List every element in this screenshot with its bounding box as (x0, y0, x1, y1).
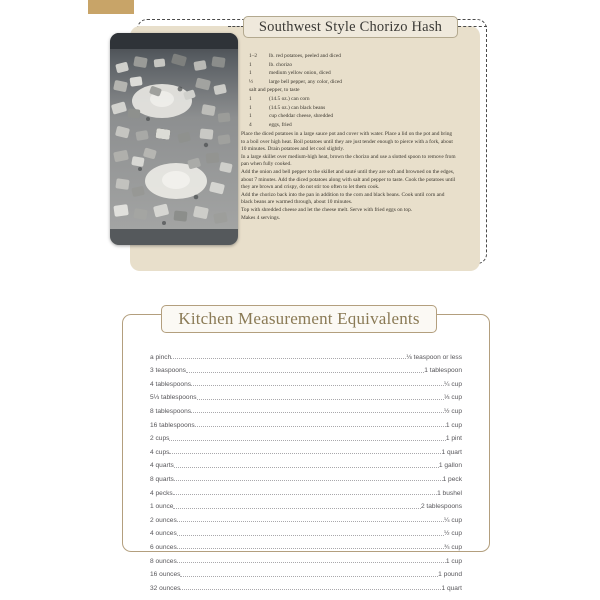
measurement-row (150, 510, 462, 524)
measurement-to: 1 quart (441, 448, 462, 456)
instruction-step: In a large skillet over medium-high heat, brown the chorizo and use a slotted spoon to remove from pan when fully cooked. (241, 153, 456, 168)
measurement-title: Kitchen Measurement Equivalents (178, 309, 420, 328)
measurement-to: 1 cup (445, 557, 462, 565)
measurement-row (150, 537, 462, 551)
measurement-to: ⅓ cup (444, 394, 462, 402)
measurement-row (150, 497, 462, 511)
measurement-list (150, 347, 462, 592)
measurement-to: 1 quart (441, 584, 462, 592)
ingredient-item: large bell pepper, any color, diced (269, 78, 342, 85)
measurement-from: 4 pecks (150, 489, 173, 497)
ingredient-qty: 1 (249, 104, 252, 111)
measurement-from: 5⅓ tablespoons (150, 394, 197, 402)
ingredient-item: lb. chorizo (269, 61, 293, 68)
leader-dots (177, 561, 446, 563)
ingredient-row (249, 121, 454, 130)
measurement-to: ¼ cup (444, 516, 462, 524)
leader-dots (169, 452, 441, 454)
measurement-to: ½ cup (444, 407, 462, 415)
ingredient-qty: 1 (249, 113, 252, 120)
leader-dots (180, 588, 441, 590)
recipe-photo (110, 33, 238, 245)
ingredient-row (249, 86, 454, 95)
leader-dots (174, 479, 443, 481)
ingredient-item: medium yellow onion, diced (269, 70, 331, 77)
leader-dots (186, 371, 424, 373)
recipe-title: Southwest Style Chorizo Hash (258, 18, 443, 35)
instruction-step: Makes 4 servings. (241, 214, 281, 221)
measurement-to: 1 pint (445, 435, 462, 443)
measurement-row (150, 469, 462, 483)
measurement-to: ⅛ teaspoon or less (406, 353, 462, 361)
measurement-from: 32 ounces (150, 584, 181, 592)
measurement-from: 3 teaspoons (150, 367, 186, 375)
measurement-from: 8 tablespoons (150, 407, 192, 415)
instruction-step: Place the diced potatoes in a large sauce pot and cover with water. Place a lid on the pot and bring to a boil over high heat. Boil potatoes until they are just tender enough to pierce with a fork, about 10 minutes. Drain potatoes and let cool slightly. (241, 131, 453, 153)
measurement-to: 2 tablespoons (420, 503, 462, 511)
measurement-to: 1 pound (438, 571, 462, 579)
ingredient-qty: 1 (249, 95, 252, 102)
measurement-row (150, 401, 462, 415)
ingredient-row (249, 95, 454, 104)
measurement-to: 1 tablespoon (424, 367, 462, 375)
measurement-from: 4 tablespoons (150, 380, 192, 388)
measurement-row (150, 347, 462, 361)
ingredient-item: (14.5 oz.) can corn (269, 95, 310, 102)
leader-dots (177, 520, 444, 522)
leader-dots (195, 425, 446, 427)
ingredient-item: salt and pepper, to taste (249, 87, 300, 94)
ingredient-item: lb. red potatoes, peeled and diced (269, 53, 341, 59)
measurement-row (150, 388, 462, 402)
chorizo-hash-skillet-image (110, 33, 238, 245)
measurement-to: ½ cup (444, 530, 462, 538)
measurement-to: 1 cup (445, 421, 462, 429)
leader-dots (177, 534, 444, 536)
leader-dots (197, 398, 444, 400)
measurement-to: ¼ cup (444, 380, 462, 388)
leader-dots (180, 575, 438, 577)
measurement-from: a pinch (150, 353, 172, 361)
measurement-row (150, 578, 462, 592)
ingredient-qty: ½ (249, 78, 254, 85)
measurement-from: 8 ounces (150, 557, 177, 565)
ingredient-item: (14.5 oz.) can black beans (269, 104, 326, 111)
leader-dots (173, 507, 420, 509)
measurement-row (150, 565, 462, 579)
measurement-row (150, 442, 462, 456)
recipe-instructions (241, 131, 457, 222)
measurement-from: 2 cups (150, 435, 170, 443)
instruction-step: Add the onion and bell pepper to the skillet and sauté until they are soft and browned on the edges, about 7 minutes. Add the diced potatoes along with salt and pepper to taste. Cook the potatoes until they are brown and crispy, do not stir too often to let them cook. (241, 168, 456, 191)
measurement-from: 1 ounce (150, 503, 174, 511)
measurement-to: ¾ cup (444, 543, 462, 551)
leader-dots (174, 466, 439, 468)
ingredient-item: cup cheddar cheese, shredded (269, 113, 334, 120)
measurement-from: 4 quarts (150, 462, 174, 470)
ingredient-row (249, 52, 454, 61)
measurement-from: 16 ounces (150, 571, 181, 579)
ingredient-row (249, 61, 454, 70)
measurement-row (150, 361, 462, 375)
ingredients-list (249, 52, 454, 129)
measurement-row (150, 429, 462, 443)
ingredient-row (249, 78, 454, 87)
measurement-row (150, 374, 462, 388)
ingredient-row (249, 104, 454, 113)
measurement-from: 2 ounces (150, 516, 177, 524)
recipe-title-dash-right (458, 26, 487, 27)
leader-dots (191, 411, 444, 413)
ingredient-row (249, 69, 454, 78)
recipe-title-dash-left (228, 26, 244, 27)
measurement-from: 16 tablespoons (150, 421, 195, 429)
measurement-row (150, 524, 462, 538)
leader-dots (173, 493, 437, 495)
measurement-to: 1 peck (442, 475, 462, 483)
ingredient-row (249, 112, 454, 121)
recipe-title-box (243, 16, 458, 38)
measurement-to: 1 bushel (437, 489, 462, 497)
ingredient-qty: 1 (249, 70, 252, 77)
measurement-row (150, 456, 462, 470)
ingredient-qty: 1 (249, 61, 252, 68)
page-tab-marker (88, 0, 134, 14)
instruction-step: Add the chorizo back into the pan in addition to the corn and black beans. Cook until corn and black beans are warmed through, about 10 minutes. (241, 191, 445, 206)
ingredient-item: eggs, fried (269, 121, 292, 128)
measurement-row (150, 415, 462, 429)
measurement-to: 1 gallon (438, 462, 462, 470)
measurement-from: 4 cups (150, 448, 170, 456)
measurement-from: 6 ounces (150, 543, 177, 551)
measurement-row (150, 483, 462, 497)
measurement-from: 4 ounces (150, 530, 177, 538)
measurement-row (150, 551, 462, 565)
measurement-from: 8 quarts (150, 475, 174, 483)
ingredient-qty: 1–2 (249, 53, 258, 59)
leader-dots (191, 384, 444, 386)
ingredient-qty: 4 (249, 121, 252, 128)
leader-dots (169, 439, 445, 441)
leader-dots (171, 357, 406, 359)
instruction-step: Top with shredded cheese and let the cheese melt. Serve with fried eggs on top. (241, 206, 413, 213)
measurement-title-box (161, 305, 437, 333)
leader-dots (177, 547, 444, 549)
